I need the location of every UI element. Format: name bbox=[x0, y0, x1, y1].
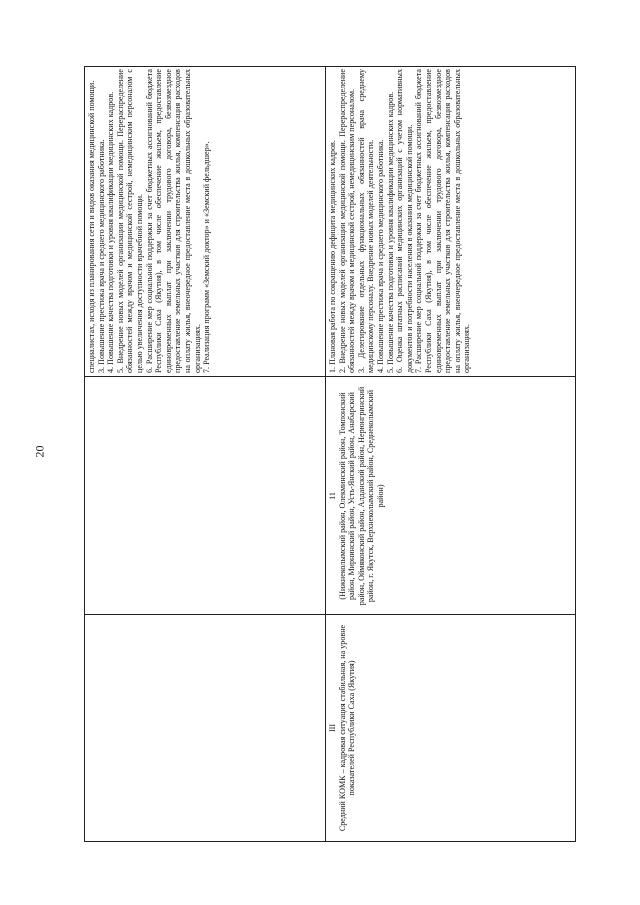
landscape-page bbox=[84, 66, 576, 842]
measures-table bbox=[84, 66, 576, 842]
measure-item: 2. Внедрение новых моделей организации медицинской помощи. Перераспределение обязанностей между врачом и медицинской сестрой, немедицинским персоналом. bbox=[337, 69, 357, 373]
group-number: III bbox=[328, 723, 337, 733]
page-number: 20 bbox=[32, 445, 47, 458]
measure-item: 5. Внедрение новых моделей организации медицинской помощи. Перераспределение обязанностей между врачом и медицинской сестрой, немедицинским персоналом с целью увеличения доступности врачебной помощи. bbox=[115, 69, 144, 373]
measure-item: 4. Повышение престижа врача и среднего медицинского работника. bbox=[375, 139, 385, 373]
table-row-1-districts-cell bbox=[326, 377, 577, 615]
measure-item: 1. Плановая работа по сокращению дефицита медицинских кадров. bbox=[328, 140, 337, 373]
table-row-1-group-cell bbox=[326, 615, 577, 841]
measure-item: 7. Реализация программ «Земский доктор» и «Земский фельдшер». bbox=[202, 141, 212, 373]
measure-item: 5. Повышение качества подготовки и уровня квалификации медицинских кадров. bbox=[385, 91, 395, 373]
measure-item: 7. Расширение мер социальной поддержки за счет бюджетных ассигнований бюджета Республики Саха (Якутия), в том числе обеспечение жильем, предоставление единовременных выплат при заключении трудового договора, безвозмездное предоставление земельных участков для строительства жилья, компенсация расходов на оплату жилья, внеочередное предоставление места в дошкольных образовательных организациях. bbox=[414, 69, 472, 373]
table-row-0-group-cell bbox=[85, 615, 325, 841]
group-description: Средний КОМК – кадровая ситуация стабильная, на уровне показателей Республики Саха (Якутия) bbox=[337, 624, 357, 832]
measure-item: 4. Повышение качества подготовки и уровня квалификации медицинских кадров. bbox=[106, 91, 116, 373]
measures-list bbox=[328, 69, 472, 373]
measure-item: 3. Делегирование отдельных функциональных обязанностей врача среднему медицинскому персоналу. Внедрение новых моделей деятельности. bbox=[356, 69, 376, 373]
table-row-1-measures-cell bbox=[326, 65, 577, 377]
measure-item: 6. Оценка штатных расписаний медицинских организаций с учетом нормативных документов и потребности населения в оказании медицинской помощи. bbox=[395, 69, 414, 373]
table-row-0-measures-cell bbox=[85, 65, 325, 377]
table-row-0-districts-cell bbox=[85, 377, 325, 615]
districts-number: 11 bbox=[328, 492, 337, 500]
measure-item: специалистах, исходя из планирования сети и видов оказания медицинской помощи. bbox=[87, 80, 96, 373]
measure-item: 6. Расширение мер социальной поддержки за счет бюджетных ассигнований бюджета Республики Саха (Якутия), в том числе обеспечение жильем, предоставление единовременных выплат при заключении трудового договора, безвозмездное предоставление земельных участков для строительства жилья, компенсация расходов на оплату жилья, внеочередное предоставление места в дошкольных образовательных организациях. bbox=[144, 69, 202, 373]
measures-list bbox=[87, 69, 212, 373]
measure-item: 3. Повышение престижа врача и среднего медицинского работника. bbox=[96, 139, 106, 373]
districts-list: (Нижнеколымский район, Олекминский район, Томпонский район, Мирнинский район, Усть-Янский район, Анабарский район, Оймяконский район, Алданский район, Нерюнгринский район, г. Якутск, Верхнеколымский район, Среднеколымский район) bbox=[337, 386, 385, 606]
